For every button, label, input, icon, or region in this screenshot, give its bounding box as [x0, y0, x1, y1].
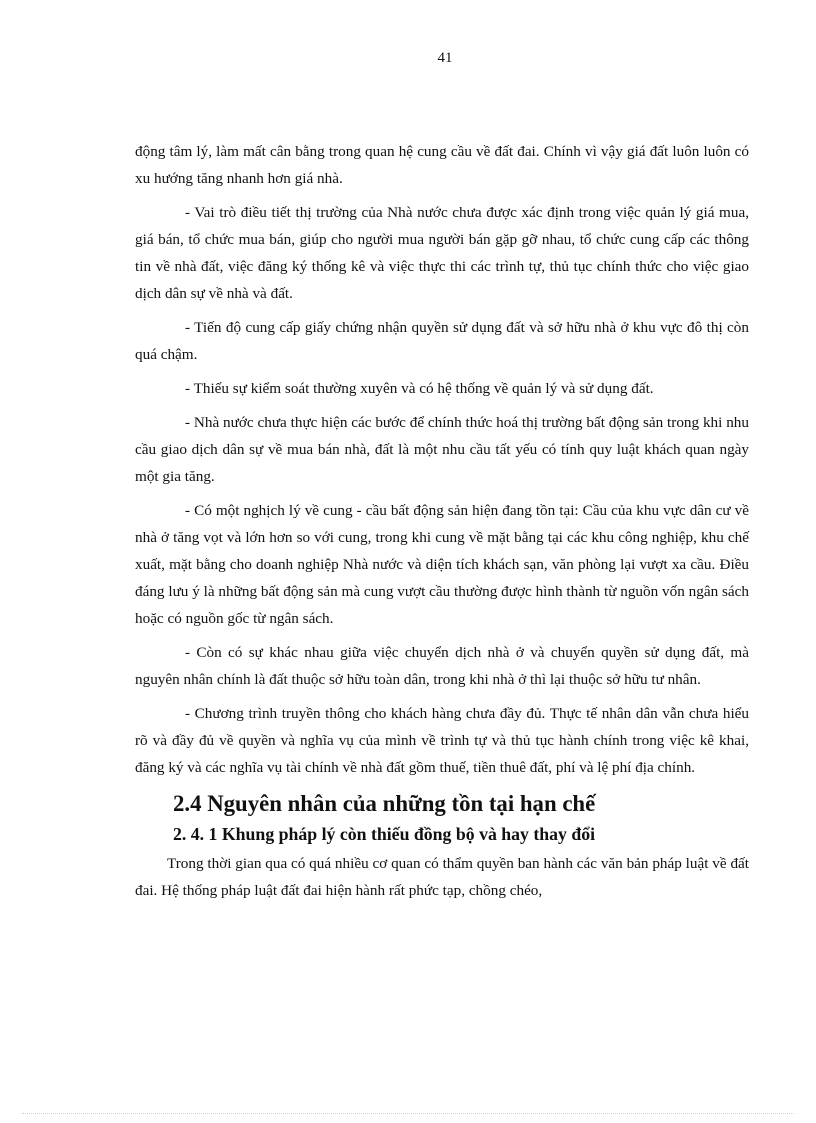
paragraph-supply-demand-paradox: - Có một nghịch lý về cung - cầu bất động sản hiện đang tồn tại: Cầu của khu vực dân cư về nhà ở tăng vọt và lớn hơn so với cung, trong khi cung về mặt bằng tại các khu công nghiệp, khu chế xuất, mặt bằng cho doanh nghiệp Nhà nước và diện tích khách sạn, văn phòng lại vượt xa cầu. Điều đáng lưu ý là những bất động sản mà cung vượt cầu thường được hình thành từ nguồn vốn ngân sách hoặc có nguồn gốc từ ngân sách.	[135, 502, 749, 627]
section-heading: 2.4 Nguyên nhân của những tồn tại hạn chế	[173, 791, 596, 816]
paragraph-formalization: - Nhà nước chưa thực hiện các bước để chính thức hoá thị trường bất động sản trong khi nhu cầu giao dịch dân sự về mua bán nhà, đất là một nhu cầu tất yếu có tính quy luật khách quan ngày một gia tăng.	[135, 414, 749, 485]
paragraph-legal-framework: Trong thời gian qua có quá nhiều cơ quan có thẩm quyền ban hành các văn bản pháp luật về đất đai. Hệ thống pháp luật đất đai hiện hành rất phức tạp, chồng chéo,	[135, 855, 749, 899]
page-bottom-divider	[22, 1113, 794, 1114]
document-body	[135, 138, 749, 911]
page-number: 41	[437, 50, 453, 66]
paragraph-certificate-progress: - Tiến độ cung cấp giấy chứng nhận quyền sử dụng đất và sở hữu nhà ở khu vực đô thị còn quá chậm.	[135, 319, 749, 363]
paragraph-role-of-state: - Vai trò điều tiết thị trường của Nhà nước chưa được xác định trong việc quản lý giá mua, giá bán, tổ chức mua bán, giúp cho người mua người bán gặp gỡ nhau, tổ chức cung cấp các thông tin về nhà đất, việc đăng ký thống kê và việc thực thi các trình tự, thủ tục chính thức cho việc giao dịch dân sự về nhà và đất.	[135, 204, 749, 302]
paragraph-ownership-difference: - Còn có sự khác nhau giữa việc chuyển dịch nhà ở và chuyển quyền sử dụng đất, mà nguyên nhân chính là đất thuộc sở hữu toàn dân, trong khi nhà ở thì lại thuộc sở hữu tư nhân.	[135, 644, 749, 688]
paragraph-communication-program: - Chương trình truyền thông cho khách hàng chưa đầy đủ. Thực tế nhân dân vẫn chưa hiểu rõ và đầy đủ về quyền và nghĩa vụ của mình về trình tự và thủ tục hành chính trong việc kê khai, đăng ký và các nghĩa vụ tài chính về nhà đất gồm thuế, tiền thuê đất, phí và lệ phí địa chính.	[135, 705, 749, 776]
subsection-heading: 2. 4. 1 Khung pháp lý còn thiếu đồng bộ và hay thay đổi	[173, 824, 596, 844]
paragraph-continuation: động tâm lý, làm mất cân bằng trong quan hệ cung cầu về đất đai. Chính vì vậy giá đất luôn luôn có xu hướng tăng nhanh hơn giá nhà.	[135, 143, 749, 187]
paragraph-lack-of-control: - Thiếu sự kiểm soát thường xuyên và có hệ thống về quản lý và sử dụng đất.	[185, 380, 654, 397]
